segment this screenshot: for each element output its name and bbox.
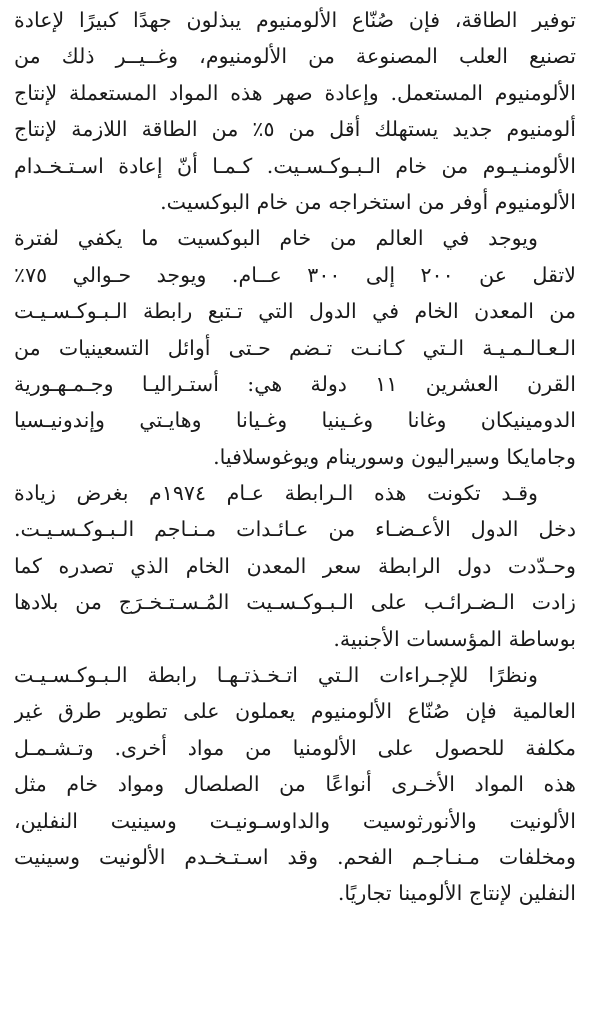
text-line: تصنيع العلب المصنوعة من الألومنيوم، وغــيــر ذلك من xyxy=(14,44,576,69)
text-line: وحـدّدت دول الرابطة سعر المعدن الخام الذي تصدره كما xyxy=(14,553,576,578)
text-line: ألومنيوم جديد يستهلك أقل من ٥٪ من الطاقة اللازمة لإنتاج xyxy=(14,117,576,142)
text-line: زادت الـضـرائـب على الـبـوكـسـيت المُـسـتـخـرَج من بلادها xyxy=(14,590,576,615)
text-line: ومخلفات مـنـاجـم الفحم. وقد اسـتـخـدم الألونيت وسينيت xyxy=(14,844,576,869)
text-line: من المعدن الخام في الدول التي تـتبع رابطة الـبـوكـسـيـت xyxy=(14,299,576,324)
text-line: وجامايكا وسيراليون وسورينام ويوغوسلافيا. xyxy=(213,444,576,469)
paragraph-bauxite-reserves xyxy=(14,220,576,475)
text-line: ويوجد في العالم من خام البوكسيت ما يكفي لفترة xyxy=(14,226,538,251)
paragraph-aluminum-recycling xyxy=(14,2,576,220)
paragraph-bauxite-association xyxy=(14,475,576,657)
text-line: العالمية فإن صُنّاع الألومنيوم يعملون على تطوير طرق غير xyxy=(14,699,576,724)
text-line: النفلين لإنتاج الألومينا تجاريًا. xyxy=(337,881,576,906)
text-line: الألومنيوم المستعمل. وإعادة صهر هذه المواد المستعملة لإنتاج xyxy=(14,80,576,105)
text-line: الألومنـيـوم من خام الـبـوكـسـيت. كـمـا أنّ إعادة اسـتـخـدام xyxy=(14,153,576,178)
text-line: توفير الطاقة، فإن صُنّاع الألومنيوم يبذلون جهدًا كبيرًا لإعادة xyxy=(14,8,576,32)
text-line: الـعـالـمـيـة الـتي كـانـت تـضم حـتى أوائل التسعينيات من xyxy=(14,335,576,360)
text-line: مكلفة للحصول على الألومنيا من مواد أخرى. وتـشـمـل xyxy=(14,735,576,760)
text-line: الألومنيوم أوفر من استخراجه من خام البوكسيت. xyxy=(160,189,576,214)
text-line: دخل الدول الأعـضـاء من عـائـدات مـنـاجم الـبـوكـسـيـت. xyxy=(14,517,576,542)
text-line: الألونيت والأنورثوسيت والداوسـونيـت وسينيت النفلين، xyxy=(14,808,576,833)
text-line: وقـد تكونت هذه الـرابطة عـام ١٩٧٤م بغرض زيادة xyxy=(14,481,538,506)
text-line: هذه المواد الأخـرى أنواعًا من الصلصال ومواد خام مثل xyxy=(14,772,576,797)
text-line: القرن العشرين ١١ دولة هي: أستـراليـا وجـمـهـورية xyxy=(14,371,576,396)
text-line: الدومينيكان وغانا وغـينيا وغـيانا وهايـتي وإندونيـسيا xyxy=(14,408,576,433)
text-line: لاتقل عن ٢٠٠ إلى ٣٠٠ عــام. ويوجد حـوالي ٧٥٪ xyxy=(14,262,576,287)
paragraph-alternative-materials xyxy=(14,657,576,912)
text-line: ونظرًا للإجـراءات الـتي اتـخـذتـهـا رابطة الـبـوكـسـيـت xyxy=(14,663,538,688)
text-line: بوساطة المؤسسات الأجنبية. xyxy=(333,626,576,651)
